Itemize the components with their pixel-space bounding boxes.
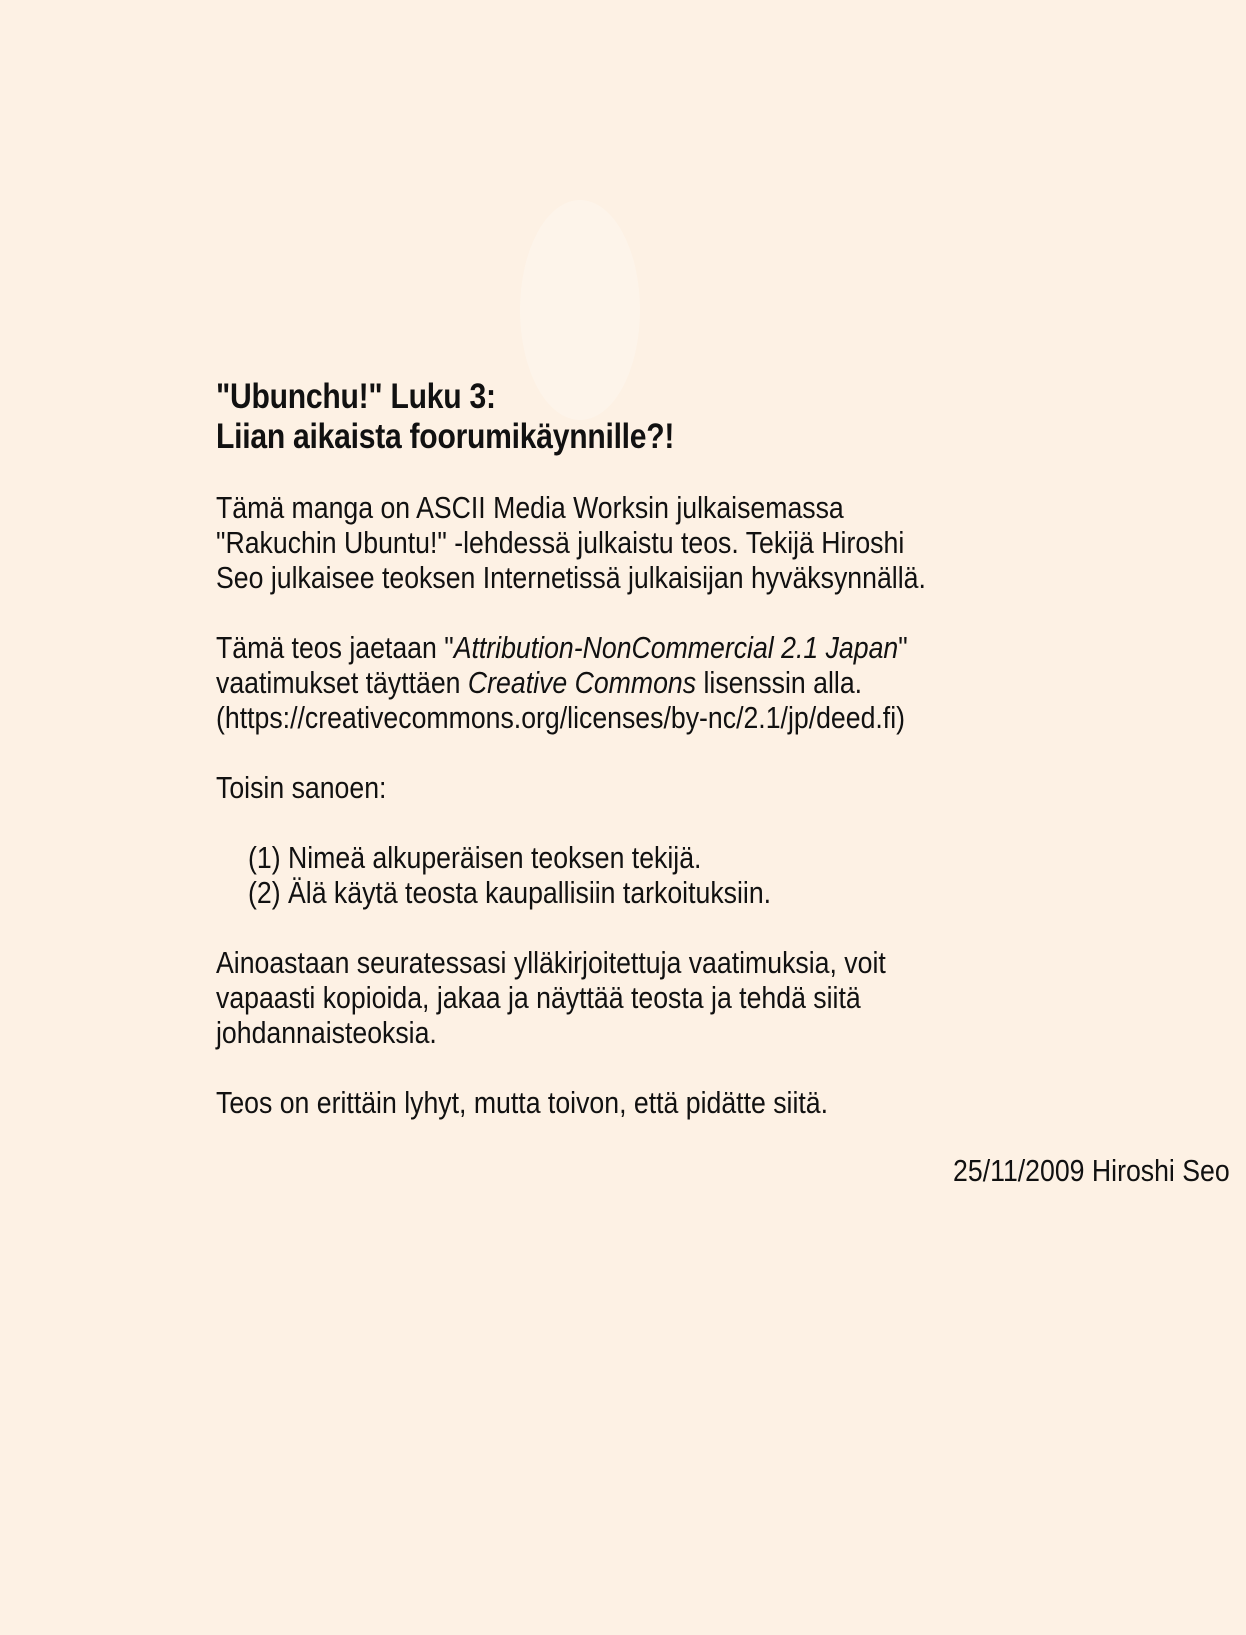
license-line-1-prefix: Tämä teos jaetaan " <box>216 630 454 665</box>
in-other-words <box>216 770 1076 805</box>
license-name: Attribution-NonCommercial 2.1 Japan <box>453 630 899 665</box>
conditions-list <box>248 840 1108 910</box>
license-line-2-suffix: lisenssin alla. <box>696 665 863 700</box>
title-line-1: "Ubunchu!" Luku 3: <box>216 377 496 416</box>
license-line-2-prefix: vaatimukset täyttäen <box>216 665 468 700</box>
license-line-1-suffix: " <box>898 630 908 665</box>
permission-line-2: vapaasti kopioida, jakaa ja näyttää teosta ja tehdä siitä <box>216 980 861 1015</box>
permission-line-1: Ainoastaan seuratessasi ylläkirjoitettuja vaatimuksia, voit <box>216 945 886 980</box>
license-url: (https://creativecommons.org/licenses/by-nc/2.1/jp/deed.fi) <box>216 700 906 735</box>
intro-line-2: "Rakuchin Ubuntu!" -lehdessä julkaistu teos. Tekijä Hiroshi <box>216 525 905 560</box>
closing-paragraph <box>216 1085 1076 1120</box>
condition-item: (1) Nimeä alkuperäisen teoksen tekijä. <box>248 840 702 875</box>
content-area <box>216 377 1076 1120</box>
signature: 25/11/2009 Hiroshi Seo <box>953 1153 1230 1188</box>
license-line-1 <box>216 630 1076 665</box>
intro-line-1: Tämä manga on ASCII Media Worksin julkaisemassa <box>216 490 844 525</box>
page-title <box>216 377 956 457</box>
closing-text: Teos on erittäin lyhyt, mutta toivon, että pidätte siitä. <box>216 1085 829 1120</box>
license-line-2 <box>216 665 1076 700</box>
permission-paragraph <box>216 945 1076 1050</box>
permission-line-3: johdannaisteoksia. <box>216 1015 437 1050</box>
license-paragraph <box>216 630 1076 735</box>
intro-paragraph <box>216 490 1076 595</box>
in-other-words-text: Toisin sanoen: <box>216 770 387 805</box>
creative-commons-text: Creative Commons <box>467 665 697 700</box>
title-line-2: Liian aikaista foorumikäynnille?! <box>216 417 675 456</box>
intro-line-3: Seo julkaisee teoksen Internetissä julkaisijan hyväksynnällä. <box>216 560 926 595</box>
condition-item: (2) Älä käytä teosta kaupallisiin tarkoituksiin. <box>248 875 772 910</box>
